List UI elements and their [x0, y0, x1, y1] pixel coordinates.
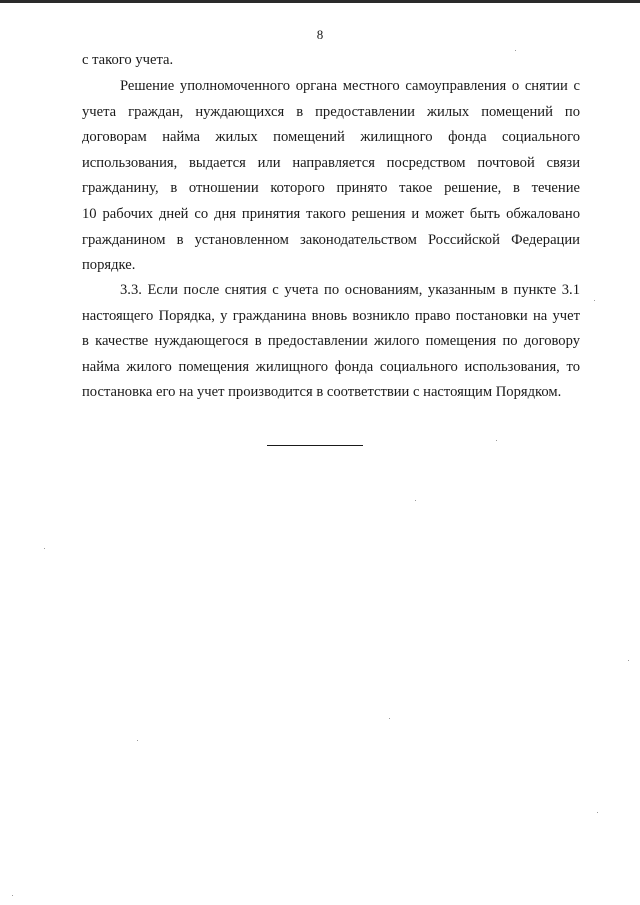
scan-speck	[12, 895, 13, 896]
scan-speck	[594, 300, 595, 301]
page-number: 8	[316, 27, 324, 42]
text-line: договорам найма жилых помещений жилищного фонда социального	[82, 129, 580, 146]
end-of-document-rule	[267, 445, 363, 446]
text-line: гражданину, в отношении которого принято такое решение, в течение	[82, 180, 580, 197]
scan-speck	[628, 660, 629, 661]
text-line: Решение уполномоченного органа местного самоуправления о снятии с	[120, 78, 580, 94]
text-line: настоящего Порядка, у гражданина вновь возникло право постановки на учет	[82, 307, 580, 324]
text-line: учета граждан, нуждающихся в предоставлении жилых помещений по	[82, 103, 580, 120]
scan-speck	[415, 500, 416, 501]
paragraph-continuation	[82, 48, 580, 74]
text-line: с такого учета.	[82, 52, 174, 68]
scan-speck	[137, 740, 138, 741]
text-line: использования, выдается или направляется посредством почтовой связи	[82, 154, 580, 171]
scan-speck	[597, 812, 598, 813]
scan-speck	[389, 718, 390, 719]
paragraph-3-3	[82, 278, 580, 406]
scan-speck	[496, 440, 497, 441]
scan-speck	[515, 50, 516, 51]
scan-speck	[44, 548, 45, 549]
paragraph-decision	[82, 74, 580, 279]
top-scan-edge	[0, 0, 640, 3]
text-line: 10 рабочих дней со дня принятия такого решения и может быть обжаловано	[82, 205, 580, 222]
text-line: гражданином в установленном законодательством Российской Федерации	[82, 231, 580, 248]
text-line: в качестве нуждающегося в предоставлении жилого помещения по договору	[82, 333, 580, 350]
text-line: найма жилого помещения жилищного фонда социального использования, то	[82, 358, 580, 375]
text-line: 3.3. Если после снятия с учета по основаниям, указанным в пункте 3.1	[120, 282, 580, 298]
text-line: постановка его на учет производится в соответствии с настоящим Порядком.	[82, 384, 562, 401]
text-line: порядке.	[82, 257, 136, 274]
